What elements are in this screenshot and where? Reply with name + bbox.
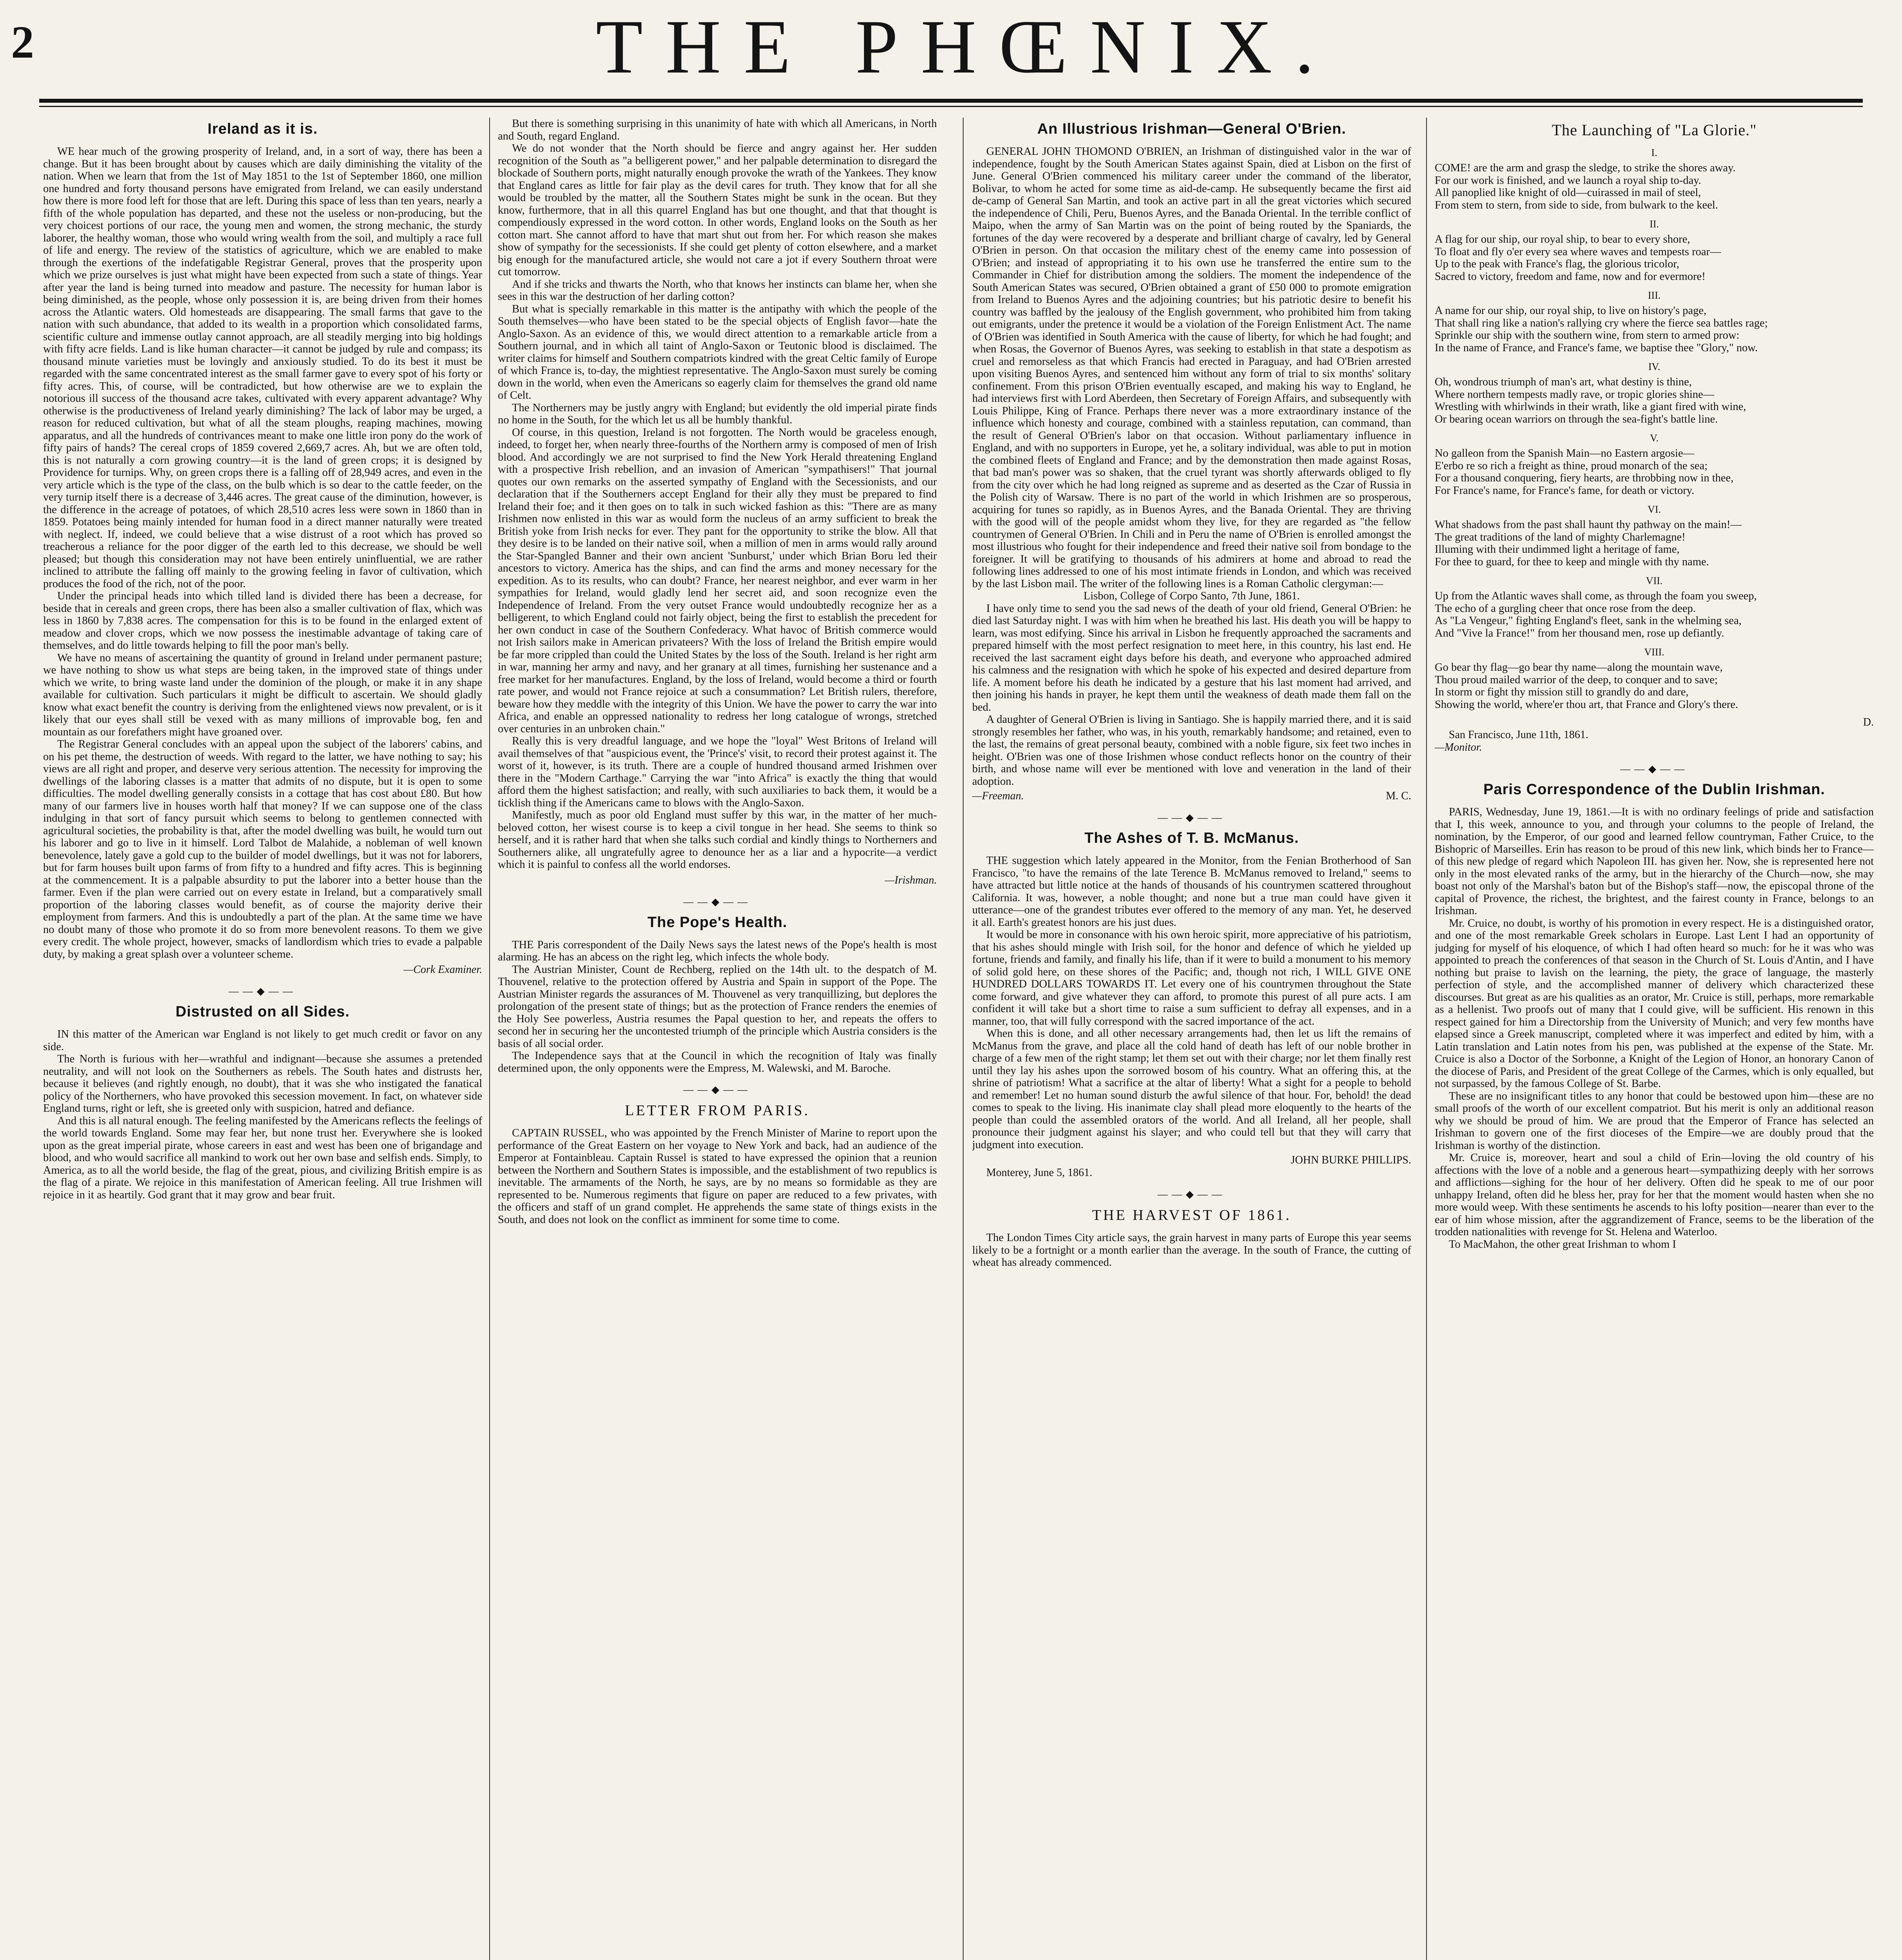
- poem-stanzas: [1435, 147, 1874, 711]
- paragraph: But what is specially remarkable in this matter is the antipathy with which the people of the South themselves—who have been stated to be the special objects of English favor—hate the Anglo-Saxon. As an evidence of this, we would direct attention to a remarkable article from a Southern journal, and in which all taint of Anglo-Saxon or Teutonic blood is disclaimed. The writer claims for himself and Southern compatriots kindred with the great Celtic family of Europe of which France is, to-day, the mightiest representative. The Anglo-Saxon must surely be coming down in the world, when even the Americans so eagerly claim for themselves the grand old name of Celt.: [498, 303, 937, 401]
- paragraph: THE Paris correspondent of the Daily News says the latest news of the Pope's health is most alarming. He has an abcess on the right leg, which infects the whole body.: [498, 938, 937, 963]
- poem-line: What shadows from the past shall haunt thy pathway on the main!—: [1435, 519, 1742, 531]
- paragraph: To MacMahon, the other great Irishman to whom I: [1449, 1238, 1676, 1250]
- article-general-obrien: [972, 121, 1411, 802]
- poem-line: Up from the Atlantic waves shall come, as through the foam you sweep,: [1435, 590, 1757, 602]
- article-source: —Cork Examiner.: [403, 964, 482, 976]
- dateline: Lisbon, College of Corpo Santo, 7th June, 1861.: [1083, 590, 1300, 602]
- poem-line: Where northern tempests madly rave, or tropic glories shine—: [1435, 388, 1715, 401]
- stanza-number: VII.: [1646, 575, 1663, 586]
- poem-line: Sacred to victory, freedom and fame, now and for evermore!: [1435, 270, 1706, 283]
- paragraph: The Registrar General concludes with an appeal upon the subject of the laborers' cabins, and on his pet theme, the destruction of weeds. With regard to the latter, we have nothing to say; his views are all right and proper, and deserve very serious attention. The necessity for improving the dwellings of the laboring classes is a matter that admits of no dispute, but it is open to some difficulties. The model dwelling generally consists in a cottage that has cost about £80. But how many of our farmers live in houses worth half that money? If we can suppose one of the class indulging in that sort of fancy pursuit which seems to belong to gentlemen connected with agricultural societies, the probability is that, after the model dwelling was built, he would turn out his laborer and go to live in it himself. Lord Talbot de Malahide, a nobleman of well known benevolence, lately gave a gold cup to the builder of model dwellings, but it was not for laborers, but for farm houses built upon farms of from fifty to a hundred and fifty acres. This is beginning at the commencement. It is a palpable absurdity to put the laborer into a better house than the farmer. Even if the plan were carried out on every estate in Ireland, but a comparatively small proportion of the laboring classes would benefit, as of course the majority derive their employment from farmers. And this is undoubtedly a part of the plan. At the same time we have no doubt many of those who promote it do so from more benevolent reasons. To them we give every credit. The whole project, however, smacks of landlordism which tries to evade a palpable duty, by making a great splash over a volunteer scheme.: [43, 738, 482, 960]
- poem-line: Oh, wondrous triumph of man's art, what destiny is thine,: [1435, 376, 1692, 388]
- article-harvest: [972, 1207, 1411, 1269]
- paragraph: I have only time to send you the sad news of the death of your old friend, General O'Brien: he died last Saturday night. I was with him when he breathed his last. His death you will be happy to learn, was most edifying. Since his arrival in Lisbon he frequently approached the sacraments and prepared himself with the most perfect resignation to meet here, in this country, his last end. He received the last sacrament eight days before his death, and everyone who approached admired his calmness and the resignation with which he spoke of his expected and desired departure from life. A moment before his death he indicated by a gesture that his last moment had arrived, and then joining his hands in prayer, he kept them until the weakness of death made them fall on the bed.: [972, 602, 1411, 713]
- poem-line: For France's name, for France's fame, for death or victory.: [1435, 484, 1695, 497]
- poem-line: A name for our ship, our royal ship, to live on history's page,: [1435, 305, 1706, 317]
- article-title: THE HARVEST OF 1861.: [1092, 1207, 1291, 1223]
- poem-line: Sprinkle our ship with the southern wine, from stern to armed prow:: [1435, 329, 1740, 341]
- paragraph: The Northerners may be justly angry with England; but evidently the old imperial pirate finds no home in the South, for the which let us all be humbly thankful.: [498, 401, 937, 426]
- paragraph: A daughter of General O'Brien is living in Santiago. She is happily married there, and it is said strongly resembles her father, who was, in his youth, remarkably handsome; and retained, even to the last, the remains of great personal beauty, combined with a noble figure, six feet two inches in height. O'Brien was one of those Irishmen whose conduct reflects honor on the country of their birth, and whose name will ever be mentioned with love and veneration in the land of their adoption.: [972, 713, 1411, 788]
- poem-line: Showing the world, where'er thou art, that France and Glory's there.: [1435, 698, 1739, 711]
- paragraph: And this is all natural enough. The feeling manifested by the Americans reflects the feelings of the world towards England. Some may fear her, but none trust her. Everywhere she is looked upon as the great imperial pirate, whose careers in east and west has been one of brigandage and blood, and who would sacrifice all mankind to work out her own base and selfish ends. Simply, to America, as to all the world beside, the flag of the great, pious, and civilizing British empire is as the flag of a pirate. We rejoice in this manifestation of American feeling. All true Irishmen will rejoice in it as heartily. God grant that it may grow and bear fruit.: [43, 1114, 482, 1201]
- poem-line: Wrestling with whirlwinds in their wrath, like a giant fired with wine,: [1435, 401, 1746, 413]
- section-separator: ——◆——: [1158, 1189, 1226, 1200]
- dateline: San Francisco, June 11th, 1861.: [1449, 729, 1588, 741]
- stanza-number: V.: [1650, 432, 1659, 444]
- section-separator: ——◆——: [229, 985, 297, 997]
- stanza-number: I.: [1651, 147, 1657, 158]
- article-letter-from-paris: [498, 1102, 937, 1226]
- paragraph: CAPTAIN RUSSEL, who was appointed by the French Minister of Marine to report upon the performance of the Great Eastern on her voyage to New York and back, had an audience of the Emperor at Fontainbleau. Captain Russel is stated to have expressed the opinion that a reunion between the Northern and Southern States is impossible, and the establishment of two republics is inevitable. The armaments of the North, he says, are by no means so formidable as they are represented to be. Numerous regiments that figure on paper are reduced to a few privates, with the officers and staff of un grand complet. He apprehends the same state of things exists in the South, and does not look on the conflict as imminent for some time to come.: [498, 1127, 937, 1226]
- article-distrusted-continued: [498, 118, 937, 887]
- article-title: Distrusted on all Sides.: [175, 1004, 350, 1020]
- stanza-number: IV.: [1648, 361, 1661, 372]
- poem-line: The echo of a gurgling cheer that once rose from the deep.: [1435, 602, 1696, 615]
- section-separator: ——◆——: [683, 896, 751, 907]
- paragraph: Mr. Cruice, no doubt, is worthy of his promotion in every respect. He is a distinguished orator, and one of the most remarkable Greek scholars in Europe. Last Lent I had an opportunity of judging for myself of his eloquence, of which I had often heard so much: for he it was who was appointed to preach the conferences of that season in the Church of St. Louis d'Antin, and I have nothing but praise to lavish on the learning, the piety, the grace of language, the masterly perfection of style, and the accomplished manner of delivery which characterized these discourses. But great as are his qualities as an orator, Mr. Cruice is still, perhaps, more remarkable as a hellenist. Two proofs out of many that I could give, will be sufficient. His renown in this respect gained for him a Directorship from the University of Munich; and very few months have elapsed since a Greek manuscript, completed where it was imperfect and edited by him, with a Latin translation and Latin notes from his pen, was published at the expense of the State. Mr. Cruice is also a Doctor of the Sorbonne, a Knight of the Legion of Honor, an honorary Canon of the diocese of Paris, and President of the great College of the Carmes, which is only equalled, but not surpassed, by the famous College of St. Barbe.: [1435, 917, 1874, 1090]
- poem-line: And "Vive la France!" from her thousand men, rose up defiantly.: [1435, 627, 1724, 639]
- poem-line: All panoplied like knight of old—cuirassed in mail of steel,: [1435, 187, 1701, 199]
- paragraph: PARIS, Wednesday, June 19, 1861.—It is with no ordinary feelings of pride and satisfaction that I, this week, announce to you, and through your columns to the people of Ireland, the nomination, by the Emperor, of our good and learned fellow countryman, Father Cruice, to the Bishopric of Marseilles. Erin has reason to be proud of this new link, which binds her to France—of this new pledge of regard which Napoleon III. has given her. Now, she is represented here not only in the most elevated ranks of the army, but in the hierarchy of the Church—now, she may boast not only of the Marshal's baton but of the Bishop's staff—now, the episcopal throne of the capital of Provence, the richest, the brightest, and the fairest county in France, belongs to an Irishman.: [1435, 806, 1874, 917]
- article-title: The Pope's Health.: [647, 914, 788, 931]
- poem-line: In storm or fight thy mission still to grandly do and dare,: [1435, 686, 1689, 698]
- article-title: LETTER FROM PARIS.: [625, 1102, 810, 1119]
- paragraph: WE hear much of the growing prosperity of Ireland, and, in a sort of way, there has been a change. But it has been brought about by causes which are daily diminishing the vitality of the nation. When we learn that from the 1st of May 1851 to the 1st of September 1860, one million one hundred and forty thousand persons have emigrated from Ireland, we can easily understand how there is more food left for those that are left. During this space of less than ten years, nearly a fifth of the whole population has departed, and these not the useless or non-producing, but the very choicest portions of our race, the young men and women, the strong mechanic, the sturdy laborer, the healthy woman, those who would wring wealth from the soil, and multiply a race full of life and energy. The review of the statistics of agriculture, which we are enabled to make through the exertions of the indefatigable Registrar General, proves that the prosperity upon which we prize ourselves is just what might have been expected from such a state of things. Year after year the land is being turned into meadow and pasture. The necessity for human labor is being diminished, as the people, whose only possession it is, are being driven from their homes across the Atlantic waters. Old homesteads are disappearing. The small farms that gave to the nation with such abundance, that added to its wealth in a proportion which consolidated farms, scientific culture and immense outlay cannot approach, are all steadily merging into big holdings with fifty acre fields. Land is like human character—it cannot be judged by rule and compass; its thousand minute varieties must be lovingly and anxiously studied. To do its best it must be regarded with the same concentrated interest as the small farmer gave to every spot of his forty or fifty acres. This, of course, will be contradicted, but how otherwise are we to explain the notorious ill success of the thousand acre takes, cultivated with every apparent advantage? Why otherwise is the productiveness of Ireland yearly diminishing? The lack of labor may be urged, a reason for reduced cultivation, but what of all the steam ploughs, reaping machines, mowing apparatus, and all the hundreds of contrivances meant to make one little iron pony do the work of fifty pairs of hands? The cereal crops of 1859 covered 2,669,7 acres. Ah, but we are often told, this is not naturally a corn growing country—it is the land of green crops; it is designed by Providence for turnips. Why, on green crops there is a falling off of 28,949 acres, and even in the very article which is the type of the class, on the bulb which is so dear to the cattle feeder, on the very turnip itself there is a decrease of 3,446 acres. The great cause of the diminution, however, is the difference in the acreage of potatoes, of which 28,510 acres less were sown in 1860 than in 1859. Potatoes being mainly intended for human food in a direct manner naturally were treated with neglect. If, indeed, we could believe that a wise distrust of a root which has proved so treacherous a reliance for the poor digger of the earth led to this decrease, we should be well pleased; but though this consideration may not have been entirely uninfluential, we are rather inclined to attribute the falling off mainly to the growing feeling in favor of cultivation, which produces the food of the rich, not of the poor.: [43, 145, 482, 590]
- paragraph: The Austrian Minister, Count de Rechberg, replied on the 14th ult. to the despatch of M. Thouvenel, relative to the protection offered by Austria and Spain in support of the Pope. The Austrian Minister regards the assurances of M. Thouvenel as very tranquillizing, but deplores the prolongation of the present state of things; but as the protection of France renders the enemies of the Holy See powerless, Austria resumes the Papal question to her, and repeats the offers to second her in securing her the uncontested triumph of the principle which Austria considers is the basis of all social order.: [498, 963, 937, 1050]
- paragraph: We have no means of ascertaining the quantity of ground in Ireland under permanent pasture; we have nothing to show us what steps are being taken, in the improved state of things under which we write, to bring waste land under the dominion of the plough, or make it in any shape available for cultivation. Such particulars it might be difficult to ascertain. We should gladly know what exact benefit the country is deriving from the enlightened views now prevalent, or is it likely that our eyes shall still be vexed with as many millions of improvable bog, fen and mountain as our forefathers might have groaned over.: [43, 652, 482, 738]
- article-title: The Ashes of T. B. McManus.: [1084, 830, 1299, 846]
- column-4: [1435, 118, 1874, 1960]
- article-signoff: M. C.: [1386, 790, 1411, 802]
- poem-initial: D.: [1863, 716, 1874, 728]
- paragraph: Manifestly, much as poor old England must suffer by this war, in the matter of her much-beloved cotton, her wisest course is to keep a civil tongue in her head. She seems to think so herself, and it is rather hard that when she talks such cordial and kindly things to Northerners and Southerners alike, all ungratefully agree to denounce her as a liar and a hypocrite—a verdict which it is painful to confess all the world endorses.: [498, 809, 937, 871]
- column-divider: [963, 118, 964, 1960]
- article-ashes-mcmanus: [972, 830, 1411, 1179]
- article-paris-correspondence: [1435, 781, 1874, 1250]
- stanza-number: III.: [1648, 290, 1661, 301]
- masthead: THE PHŒNIX.: [595, 4, 1337, 89]
- poem-line: Go bear thy flag—go bear thy name—along the mountain wave,: [1435, 661, 1723, 673]
- poem-line: E'erbo re so rich a freight as thine, proud monarch of the sea;: [1435, 459, 1708, 472]
- poem-line: Illuming with their undimmed light a heritage of fame,: [1435, 543, 1680, 555]
- paragraph: IN this matter of the American war England is not likely to get much credit or favor on any side.: [43, 1028, 482, 1053]
- column-divider: [1426, 118, 1427, 1960]
- masthead-rule: [39, 99, 1863, 103]
- article-source: —Monitor.: [1435, 741, 1482, 753]
- poem-line: To float and fly o'er every sea where waves and tempests roar—: [1435, 245, 1721, 258]
- paragraph: Mr. Cruice is, moreover, heart and soul a child of Erin—loving the old country of his affections with the love of a noble and a generous heart—sympathizing deeply with her sorrows and afflictions—sighing for the hour of her delivery. Often did he speak to me of our poor unhappy Ireland, often did he bless her, pray for her that the moment would hasten when she no more would weep. With these sentiments he ascends to his lofty position—nearer than ever to the ear of him whose mission, after the aggrandizement of France, seems to be the liberation of the trodden nationalities with revenge for St. Helena and Waterloo.: [1435, 1152, 1874, 1238]
- poem-line: The great traditions of the land of mighty Charlemagne!: [1435, 531, 1686, 543]
- stanza-number: II.: [1650, 218, 1659, 230]
- paragraph: The North is furious with her—wrathful and indignant—because she assumes a pretended neutrality, and will not look on the Southerners as rebels. The South hates and distrusts her, because it believes (and rightly enough, no doubt), that it was she who instigated the fanatical policy of the Northerners, who have provoked this secession movement. In fact, on whatever side England turns, right or left, she is greeted only with suspicion, hatred and defiance.: [43, 1053, 482, 1114]
- article-popes-health: [498, 914, 937, 1075]
- article-title: Ireland as it is.: [207, 121, 318, 137]
- poem-line: From stem to stern, from side to side, from bulwark to the keel.: [1435, 199, 1718, 211]
- paragraph: We do not wonder that the North should be fierce and angry against her. Her sudden recognition of the South as "a belligerent power," and her palpable determination to disregard the blockade of Southern ports, might naturally enough provoke the wrath of the Yankees. They know that England cares as little for fair play as the devil cares for truth. They know that for all she would be troubled by the matter, all the Southern States might be sunk in the ocean. But they know, furthermore, that in all this quarrel England has but one thought, and that that thought is compendiously expressed in the word cotton. In other words, England looks on the South as her cotton mart. She cannot afford to have that mart shut out from her. For which reason she makes show of sympathy for the secessionists. If she could get plenty of cotton elsewhere, and a market big enough for the manufactured article, she would not care a jot if every Southern throat were cut tomorrow.: [498, 142, 937, 278]
- paragraph: But there is something surprising in this unanimity of hate with which all Americans, in North and South, regard England.: [498, 118, 937, 142]
- paragraph: Really this is very dreadful language, and we hope the "loyal" West Britons of Ireland will avail themselves of that "auspicious event, the 'Prince's' visit, to record their protest against it. The worst of it, however, is its truth. There are a couple of hundred thousand armed Irishmen over there in the "Modern Carthage." Carrying the war "into Africa" is exactly the thing that would afford them the highest satisfaction; and really, with such auxiliaries to back them, it would be a ticklish thing if the Americans came to blows with the Anglo-Saxon.: [498, 735, 937, 809]
- paragraph: THE suggestion which lately appeared in the Monitor, from the Fenian Brotherhood of San Francisco, "to have the remains of the late Terence B. McManus removed to Ireland," seems to have attracted but little notice at the hands of thousands of his countrymen scattered throughout California. It was, however, a noble thought; and none but a true man could have given it utterance—one of the grandest tributes ever offered to the memory of any man. Yet, he deserved it all. Earth's greatest honors are his just dues.: [972, 855, 1411, 929]
- column-1: [43, 118, 482, 1960]
- poem-line: In the name of France, and France's fame, we baptise thee "Glory," now.: [1435, 341, 1758, 354]
- article-ireland-as-it-is: [43, 121, 482, 976]
- article-title: The Launching of "La Glorie.": [1552, 121, 1757, 139]
- poem-line: That shall ring like a nation's rallying cry where the fierce sea battles rage;: [1435, 317, 1768, 329]
- stanza-number: VIII.: [1644, 646, 1664, 658]
- page-number: 2: [11, 16, 34, 68]
- paragraph: When this is done, and all other necessary arrangements had, then let us lift the remains of McManus from the grave, and place all the cold hand of death has left of our noble brother in charge of a few men of the right stamp; let them set out with their charge; nor let them finally rest until they lay his ashes upon the sorrowed bosom of his country. What an offering this, at the shrine of patriotism! What a sacrifice at the altar of liberty! What a sight for a people to behold and remember! Let no human sound disturb the awful silence of that hour. For, behold! the dead comes to speak to the living. His inanimate clay shall plead more eloquently to the hearts of the people than could the assembled orators of the world. And all Ireland, all her people, shall pronounce their judgment against his slayer; and who could tell but that they will carry that judgment into execution.: [972, 1027, 1411, 1151]
- poem-line: A flag for our ship, our royal ship, to bear to every shore,: [1435, 233, 1690, 245]
- article-title: An Illustrious Irishman—General O'Brien.: [1037, 121, 1347, 137]
- poem-line: Up to the peak with France's flag, the glorious tricolor,: [1435, 258, 1679, 270]
- poem-line: As "La Vengeur," fighting England's fleet, sank in the whelming sea,: [1435, 615, 1742, 627]
- article-title: Paris Correspondence of the Dublin Irishman.: [1483, 781, 1825, 798]
- section-separator: ——◆——: [1158, 812, 1226, 823]
- poem-line: No galleon from the Spanish Main—no Eastern argosie—: [1435, 447, 1694, 459]
- article-source: —Freeman.: [972, 790, 1024, 802]
- paragraph: These are no insignificant titles to any honor that could be bestowed upon him—these are no small proofs of the worth of our excellent compatriot. But his merit is only an additional reason why we should be proud of him. We are proud that the Emperor of France has selected an Irishman to govern one of the first dioceses of the Empire—we are doubly proud that the Irishman is worthy of the distinction.: [1435, 1090, 1874, 1152]
- paragraph: Under the principal heads into which tilled land is divided there has been a decrease, for beside that in cereals and green crops, there has been also a smaller cultivation of flax, which was less in 1860 by 7,838 acres. The compensation for this is to be found in the enlarged extent of meadow and clover crops, which we now possess the inestimable advantage of taking care of themselves, and do little towards helping to fill the poor man's belly.: [43, 590, 482, 652]
- paragraph: The London Times City article says, the grain harvest in many parts of Europe this year seems likely to be a fortnight or a month earlier than the average. In the south of France, the cutting of wheat has already commenced.: [972, 1232, 1411, 1269]
- poem-la-glorie: [1435, 121, 1874, 754]
- poem-line: Thou proud mailed warrior of the deep, to conquer and to save;: [1435, 673, 1718, 686]
- paragraph: Of course, in this question, Ireland is not forgotten. The North would be graceless enough, indeed, to forget her, when nearly three-fourths of the Northern army is composed of men of Irish blood. And accordingly we are not surprised to find the New York Herald threatening England with a prospective Irish rebellion, and an invasion of American "sympathisers!" That journal quotes our own remarks on the asserted sympathy of England with the Secessionists, and our declaration that if the Southerners accept England for their ally they must be prepared to find Ireland their foe; and it then goes on to talk in such wicked fashion as this: "There are as many Irishmen now enlisted in this war as would form the nucleus of an army sufficient to break the British yoke from Irish necks for ever. They pant for the opportunity to strike the blow. All that they desire is to be landed on their native soil, when a million of men in arms would rally around the Star-Spangled Banner and their own ancient 'Sunburst,' under which Brian Boru led their ancestors to victory. America has the ships, and can find the arms and money necessary for the expedition. As to its results, who can doubt? France, her nearest neighbor, and ever warm in her sympathies for Ireland, would gladly lend her secret aid, and soon recognize even the Independence of Ireland. From the very outset France would undoubtedly recognize her as a belligerent, to which England could not fairly object, being the first to establish the precedent for her own conduct in case of the Southern Confederacy. What havoc of British commerce would not Irish sailors make in American privateers? With the loss of Ireland the British empire would be far more crippled than could the United States by the loss of the South. Ireland is her right arm in war, manning her army and navy, and her granary at all times, furnishing her sustenance and a free market for her manufactures. England, by the loss of Ireland, would become a third or fourth rate power, and would not France rejoice at such a consummation? Let British rulers, therefore, beware how they meddle with the integrity of this Union. We have the power to carry the war into Africa, and enable an oppressed nationality to redress her long catalogue of wrongs, stretched over centuries in an unbroken chain.": [498, 426, 937, 735]
- column-divider: [489, 118, 490, 1960]
- poem-line: COME! are the arm and grasp the sledge, to strike the shores away.: [1435, 162, 1736, 174]
- section-separator: ——◆——: [683, 1084, 751, 1095]
- poem-line: Or bearing ocean warriors on through the sea-fight's battle line.: [1435, 413, 1718, 425]
- paragraph: And if she tricks and thwarts the North, who that knows her instincts can blame her, when she sees in this war the destruction of her darling cotton?: [498, 278, 937, 303]
- poem-line: For thee to guard, for thee to keep and mingle with thy name.: [1435, 555, 1709, 568]
- article-signoff: JOHN BURKE PHILLIPS.: [1290, 1154, 1411, 1166]
- masthead-rule-thin: [39, 106, 1863, 107]
- paragraph: It would be more in consonance with his own heroic spirit, more appreciative of his patriotism, that his ashes should mingle with Irish soil, for the honor and defence of which he yielded up fortune, friends and family, and finally his life, than if it were to build a monument to his memory of solid gold here, on these shores of the Pacific; and, though not rich, I WILL GIVE ONE HUNDRED DOLLARS TOWARDS IT. Let every one of his countrymen throughout the State come forward, and give whatever they can afford, to promote this purest of all pure acts. I am confident it will take but a short time to raise a sum sufficient to defray all expenses, and in a manner, too, that will fully correspond with the sacred importance of the act.: [972, 929, 1411, 1027]
- section-separator: ——◆——: [1620, 763, 1688, 775]
- dateline: Monterey, June 5, 1861.: [986, 1167, 1093, 1179]
- article-distrusted: [43, 1004, 482, 1201]
- poem-line: For a thousand conquering, fiery hearts, are throbbing now in thee,: [1435, 472, 1734, 484]
- paragraph: GENERAL JOHN THOMOND O'BRIEN, an Irishman of distinguished valor in the war of independence, fought by the South American States against Spain, died at Lisbon on the first of June. General O'Brien commenced his military career under the command of the liberator, Bolivar, to whom he acted for some time as aid-de-camp. He subsequently became the first aid de-camp of General San Martin, and took an active part in all the great victories which secured the independence of Chili, Peru, Buenos Ayres, and the Banada Oriental. In the terrible conflict of Maipo, when the army of San Martin was on the point of being routed by the Spaniards, the fortunes of the day were recovered by a desperate and brilliant charge of cavalry, led by General O'Brien in person. On that occasion the military chest of the enemy came into possession of O'Brien; and instead of appropriating it to his own use he transferred the entire sum to the Commander in Chief for distribution among the soldiers. The moment the independence of the South American States was secured, O'Brien obtained a grant of £50 000 to promote emigration from Ireland to Buenos Ayres and the adjoining countries; but his patriotic desire to benefit his country was baffled by the jealousy of the English government, who prohibited him from taking out emigrants, under the pretence it would be a violation of the Foreign Enlistment Act. The name of O'Brien was identified in South America with the cause of liberty, for which he had fought; and when Rosas, the Governor of Buenos Ayres, was seeking to establish in that state a despotism as cruel and remorseless as that which Francis had erected in Paraguay, and had O'Brien arrested upon visiting Buenos Ayres, and sentenced him without any form of trial to six months' solitary confinement. From this prison O'Brien eventually escaped, and making his way to England, he had interviews first with Lord Aberdeen, then Secretary of Foreign Affairs, and subsequently with Louis Philippe, King of France. Perhaps there never was a more extraordinary instance of the influence which honesty and courage, combined with a stainless reputation, can command, than the result of General O'Brien's labor on that occasion. Without parliamentary influence in England, and with no supporters in Europe, yet he, a solitary individual, was able to put in motion the combined fleets of England and France; and by the demonstration then made against Rosas, that bad man's power was so shaken, that the cruel tyrant was shortly afterwards obliged to fly from the city over which he had long reigned as supreme and as deserted as the Czar of Russia in the Polish city of Warsaw. There is no part of the world in which Irishmen are so prosperous, acquiring for tunes so rapidly, as in Buenos Ayres, and the Banada Oriental. They are thriving with the good will of the people amidst whom they live, for they are regarded as "the fellow countrymen of General O'Brien. In Chili and in Peru the name of O'Brien is enrolled amongst the most illustrious who fought for their independence and freed their native soil from bondage to the foreigner. It will be gratifying to thousands of his admirers at home and abroad to read the following lines addressed to one of his most intimate friends in London, and which was received by the last Lisbon mail. The writer of the following lines is a Roman Catholic clergyman:—: [972, 145, 1411, 590]
- poem-line: For our work is finished, and we launch a royal ship to-day.: [1435, 174, 1701, 187]
- stanza-number: VI.: [1648, 504, 1661, 515]
- article-source: —Irishman.: [884, 874, 937, 886]
- column-3: [972, 118, 1411, 1960]
- column-2: [498, 118, 937, 1960]
- paragraph: The Independence says that at the Council in which the recognition of Italy was finally determined upon, the only opponents were the Empress, M. Walewski, and M. Baroche.: [498, 1050, 937, 1074]
